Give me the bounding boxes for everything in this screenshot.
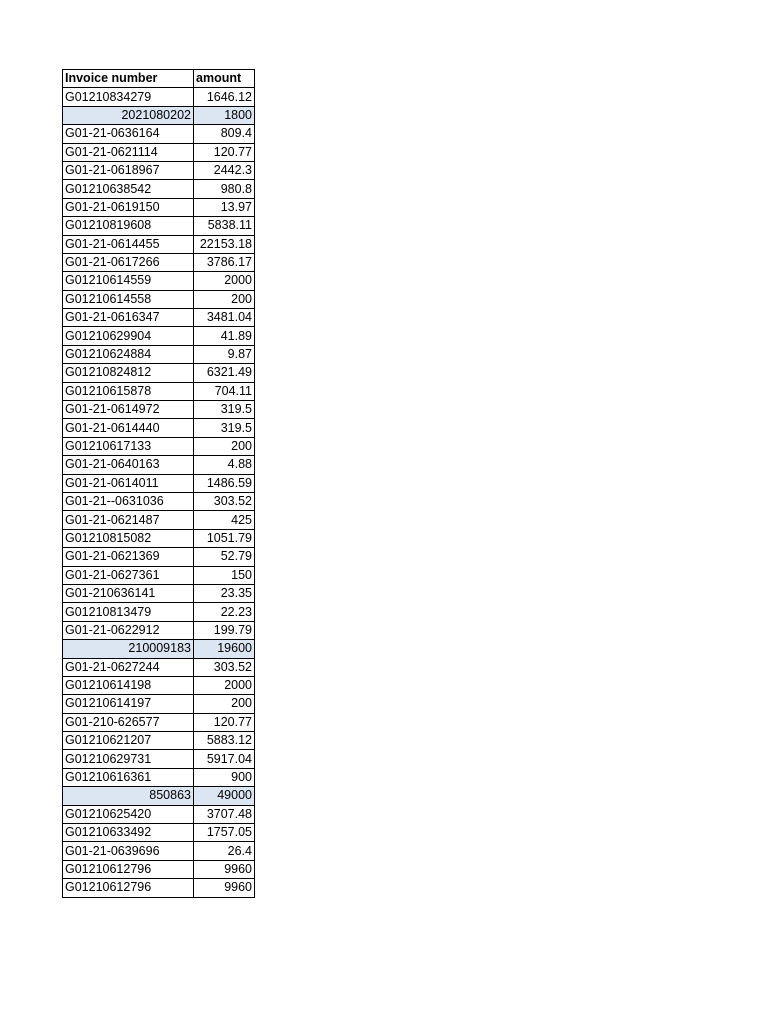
table-row [63,253,255,271]
table-body [63,88,255,897]
amount-cell[interactable]: 809.4 [194,125,255,143]
invoice-number-cell[interactable]: G01-21-0636164 [63,125,194,143]
amount-cell[interactable]: 2000 [194,676,255,694]
amount-cell[interactable]: 900 [194,768,255,786]
amount-cell[interactable]: 9960 [194,879,255,897]
table-row [63,713,255,731]
invoice-number-cell[interactable]: G01-210-626577 [63,713,194,731]
amount-cell[interactable]: 1051.79 [194,529,255,547]
invoice-number-cell[interactable]: G01210824812 [63,364,194,382]
table-row [63,695,255,713]
amount-cell[interactable]: 49000 [194,787,255,805]
invoice-number-cell[interactable]: G01210615878 [63,382,194,400]
invoice-number-cell[interactable]: G01-21-0614011 [63,474,194,492]
table-row [63,217,255,235]
amount-cell[interactable]: 120.77 [194,143,255,161]
header-invoice-number[interactable]: Invoice number [63,70,194,88]
invoice-number-cell[interactable]: G01210621207 [63,732,194,750]
table-row [63,456,255,474]
table-row [63,658,255,676]
invoice-number-cell[interactable]: G01-21-0640163 [63,456,194,474]
invoice-number-cell[interactable]: G01-21-0627361 [63,566,194,584]
amount-cell[interactable]: 13.97 [194,198,255,216]
amount-cell[interactable]: 3786.17 [194,253,255,271]
header-amount[interactable]: amount [194,70,255,88]
table-row [63,492,255,510]
invoice-number-cell[interactable]: G01-21-0621487 [63,511,194,529]
invoice-number-cell[interactable]: G01-21--0631036 [63,492,194,510]
invoice-number-cell[interactable]: G01-210636141 [63,584,194,602]
table-row [63,566,255,584]
invoice-number-cell[interactable]: G01-21-0614440 [63,419,194,437]
amount-cell[interactable]: 303.52 [194,492,255,510]
amount-cell[interactable]: 1757.05 [194,824,255,842]
invoice-number-cell[interactable]: 850863 [63,787,194,805]
table-row [63,235,255,253]
amount-cell[interactable]: 200 [194,290,255,308]
table-row [63,290,255,308]
invoice-number-cell[interactable]: G01-21-0639696 [63,842,194,860]
table-row [63,382,255,400]
amount-cell[interactable]: 22153.18 [194,235,255,253]
amount-cell[interactable]: 6321.49 [194,364,255,382]
invoice-number-cell[interactable]: G01210614198 [63,676,194,694]
amount-cell[interactable]: 3481.04 [194,309,255,327]
invoice-number-cell[interactable]: G01210617133 [63,437,194,455]
table-row [63,529,255,547]
table-row [63,309,255,327]
table-row [63,676,255,694]
invoice-number-cell[interactable]: G01210834279 [63,88,194,106]
amount-cell[interactable]: 22.23 [194,603,255,621]
amount-cell[interactable]: 704.11 [194,382,255,400]
invoice-number-cell[interactable]: G01210612796 [63,860,194,878]
invoice-number-cell[interactable]: G01210614558 [63,290,194,308]
amount-cell[interactable]: 319.5 [194,401,255,419]
amount-cell[interactable]: 41.89 [194,327,255,345]
table-row [63,401,255,419]
amount-cell[interactable]: 150 [194,566,255,584]
invoice-number-cell[interactable]: G01-21-0618967 [63,161,194,179]
table-row [63,860,255,878]
invoice-number-cell[interactable]: G01210813479 [63,603,194,621]
table-row [63,603,255,621]
invoice-number-cell[interactable]: G01-21-0616347 [63,309,194,327]
invoice-number-cell[interactable]: 210009183 [63,640,194,658]
table-row [63,143,255,161]
amount-cell[interactable]: 303.52 [194,658,255,676]
amount-cell[interactable]: 4.88 [194,456,255,474]
table-row [63,879,255,897]
amount-cell[interactable]: 19600 [194,640,255,658]
amount-cell[interactable]: 23.35 [194,584,255,602]
amount-cell[interactable]: 200 [194,437,255,455]
header-row [63,70,255,88]
amount-cell[interactable]: 425 [194,511,255,529]
amount-cell[interactable]: 980.8 [194,180,255,198]
invoice-number-cell[interactable]: G01210614197 [63,695,194,713]
table-row [63,419,255,437]
invoice-number-cell[interactable]: G01210633492 [63,824,194,842]
invoice-number-cell[interactable]: G01210625420 [63,805,194,823]
amount-cell[interactable]: 5917.04 [194,750,255,768]
invoice-number-cell[interactable]: G01210819608 [63,217,194,235]
invoice-number-cell[interactable]: 2021080202 [63,106,194,124]
amount-cell[interactable]: 9.87 [194,345,255,363]
amount-cell[interactable]: 200 [194,695,255,713]
invoice-table [62,69,255,898]
table-row [63,88,255,106]
amount-cell[interactable]: 5883.12 [194,732,255,750]
amount-cell[interactable]: 1486.59 [194,474,255,492]
invoice-number-cell[interactable]: G01210629904 [63,327,194,345]
table-row [63,327,255,345]
table-row [63,511,255,529]
invoice-number-cell[interactable]: G01210612796 [63,879,194,897]
table-row [63,805,255,823]
amount-cell[interactable]: 120.77 [194,713,255,731]
amount-cell[interactable]: 9960 [194,860,255,878]
amount-cell[interactable]: 319.5 [194,419,255,437]
invoice-number-cell[interactable]: G01-21-0617266 [63,253,194,271]
table-row [63,732,255,750]
table-row [63,584,255,602]
table-row [63,824,255,842]
invoice-number-cell[interactable]: G01210614559 [63,272,194,290]
invoice-number-cell[interactable]: G01-21-0619150 [63,198,194,216]
table-row [63,842,255,860]
table-row-highlighted [63,640,255,658]
table-row [63,750,255,768]
table-row [63,548,255,566]
table-row [63,125,255,143]
amount-cell[interactable]: 199.79 [194,621,255,639]
invoice-number-cell[interactable]: G01-21-0622912 [63,621,194,639]
table-row-highlighted [63,787,255,805]
invoice-number-cell[interactable]: G01-21-0621114 [63,143,194,161]
table-row [63,161,255,179]
table-row [63,345,255,363]
invoice-number-cell[interactable]: G01210638542 [63,180,194,198]
table-row [63,364,255,382]
amount-cell[interactable]: 3707.48 [194,805,255,823]
amount-cell[interactable]: 52.79 [194,548,255,566]
table-row [63,198,255,216]
invoice-number-cell[interactable]: G01210815082 [63,529,194,547]
invoice-number-cell[interactable]: G01210616361 [63,768,194,786]
table-row [63,180,255,198]
invoice-number-cell[interactable]: G01-21-0621369 [63,548,194,566]
invoice-number-cell[interactable]: G01210629731 [63,750,194,768]
amount-cell[interactable]: 2000 [194,272,255,290]
table-row [63,437,255,455]
table-row [63,621,255,639]
table-row [63,474,255,492]
table-row-highlighted [63,106,255,124]
amount-cell[interactable]: 1646.12 [194,88,255,106]
invoice-number-cell[interactable]: G01-21-0614455 [63,235,194,253]
amount-cell[interactable]: 26.4 [194,842,255,860]
amount-cell[interactable]: 5838.11 [194,217,255,235]
table-row [63,272,255,290]
amount-cell[interactable]: 1800 [194,106,255,124]
invoice-number-cell[interactable]: G01210624884 [63,345,194,363]
amount-cell[interactable]: 2442.3 [194,161,255,179]
table-row [63,768,255,786]
invoice-number-cell[interactable]: G01-21-0614972 [63,401,194,419]
invoice-number-cell[interactable]: G01-21-0627244 [63,658,194,676]
